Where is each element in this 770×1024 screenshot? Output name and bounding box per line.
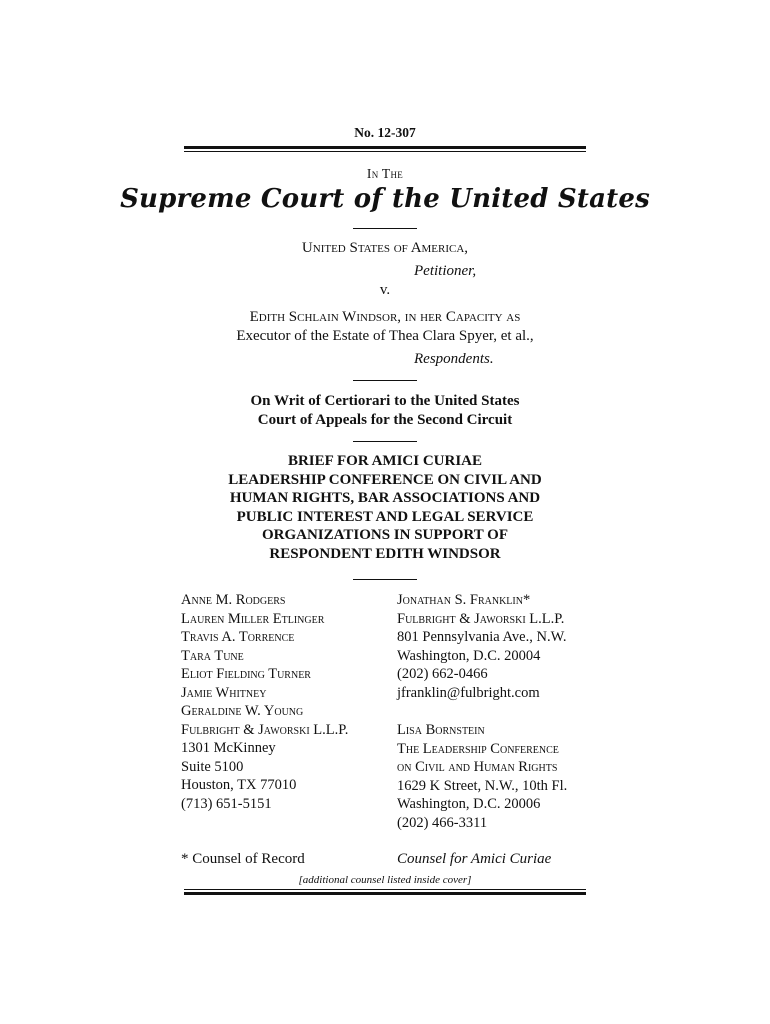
counsel-right-column-2 bbox=[397, 721, 567, 832]
counsel-name: Lauren Miller Etlinger bbox=[181, 610, 325, 627]
counsel-name: Tara Tune bbox=[181, 647, 244, 664]
writ-line-2: Court of Appeals for the Second Circuit bbox=[257, 412, 513, 428]
versus: v. bbox=[379, 282, 391, 298]
brief-title-line: HUMAN RIGHTS, BAR ASSOCIATIONS AND bbox=[229, 490, 541, 506]
brief-title-line: PUBLIC INTEREST AND LEGAL SERVICE bbox=[236, 509, 534, 525]
court-name: Supreme Court of the United States bbox=[120, 184, 650, 214]
counsel-name: Jonathan S. Franklin* bbox=[397, 592, 531, 608]
phone: (202) 662-0466 bbox=[397, 666, 488, 682]
firm-name: Fulbright & Jaworski L.L.P. bbox=[397, 610, 565, 627]
address-line: Washington, D.C. 20004 bbox=[397, 647, 541, 664]
writ-line-1: On Writ of Certiorari to the United States bbox=[250, 393, 520, 409]
counsel-right-column-1 bbox=[397, 591, 567, 702]
divider-rule bbox=[353, 579, 417, 580]
bottom-double-rule bbox=[184, 889, 586, 895]
additional-counsel-note: [additional counsel listed inside cover] bbox=[298, 874, 472, 886]
counsel-name: Lisa Bornstein bbox=[397, 722, 485, 738]
address-line: 1629 K Street, N.W., 10th Fl. bbox=[397, 777, 568, 794]
brief-title-line: LEADERSHIP CONFERENCE ON CIVIL AND bbox=[228, 472, 542, 488]
phone: (713) 651-5151 bbox=[181, 795, 272, 812]
address-line: 801 Pennsylvania Ave., N.W. bbox=[397, 629, 567, 645]
counsel-of-record-note: * Counsel of Record bbox=[181, 851, 305, 867]
counsel-name: Eliot Fielding Turner bbox=[181, 666, 311, 682]
address-line: Houston, TX 77010 bbox=[181, 777, 297, 793]
divider-rule bbox=[353, 380, 417, 381]
email: jfranklin@fulbright.com bbox=[397, 684, 540, 701]
petitioner-role: Petitioner, bbox=[414, 263, 477, 279]
counsel-name: Jamie Whitney bbox=[181, 684, 267, 701]
firm-name: Fulbright & Jaworski L.L.P. bbox=[181, 721, 349, 738]
address-line: Suite 5100 bbox=[181, 758, 244, 775]
counsel-left-column bbox=[181, 591, 348, 813]
counsel-for-amici: Counsel for Amici Curiae bbox=[397, 851, 552, 867]
brief-title-line: RESPONDENT EDITH WINDSOR bbox=[269, 546, 501, 562]
counsel-name: Travis A. Torrence bbox=[181, 629, 295, 645]
phone: (202) 466-3311 bbox=[397, 814, 488, 831]
docket-number: No. 12-307 bbox=[354, 125, 416, 140]
respondent-line-2: Executor of the Estate of Thea Clara Spyer, et al., bbox=[236, 328, 534, 344]
brief-title-line: ORGANIZATIONS IN SUPPORT OF bbox=[261, 527, 509, 543]
address-line: Washington, D.C. 20006 bbox=[397, 796, 541, 812]
organization-name: The Leadership Conference bbox=[397, 740, 559, 757]
counsel-name: Anne M. Rodgers bbox=[181, 592, 286, 608]
organization-name: on Civil and Human Rights bbox=[397, 759, 558, 775]
divider-rule bbox=[353, 228, 417, 229]
brief-title-line: BRIEF FOR AMICI CURIAE bbox=[287, 453, 483, 469]
respondent-line-1: Edith Schlain Windsor, in her Capacity as bbox=[249, 309, 521, 325]
divider-rule bbox=[353, 441, 417, 442]
counsel-name: Geraldine W. Young bbox=[181, 703, 304, 719]
respondent-role: Respondents. bbox=[414, 351, 494, 367]
address-line: 1301 McKinney bbox=[181, 740, 276, 756]
petitioner-party: United States of America, bbox=[301, 240, 469, 256]
in-the-label: In The bbox=[366, 166, 404, 181]
top-double-rule bbox=[184, 146, 586, 152]
